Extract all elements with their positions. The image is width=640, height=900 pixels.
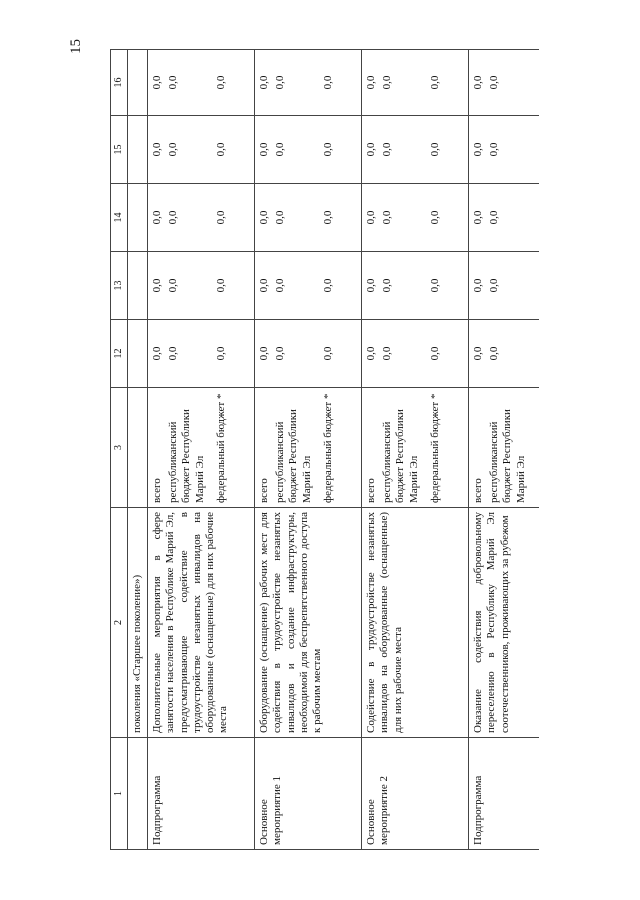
value: 0,0: [215, 75, 228, 90]
value: 0,0: [472, 278, 485, 293]
col-header: 13: [111, 252, 128, 320]
value: 0,0: [258, 142, 271, 157]
value: 0,0: [258, 210, 271, 225]
table-body: [148, 50, 540, 850]
value: 0,0: [258, 75, 271, 90]
row-type: Основное мероприятие 2: [362, 738, 469, 850]
funding-source: федеральный бюджет *: [322, 393, 335, 503]
value: 0,0: [488, 75, 501, 90]
value-cell: [255, 116, 362, 184]
value-cell: [255, 320, 362, 388]
col-header: 2: [111, 508, 128, 738]
row-type: Основное мероприятие 1: [255, 738, 362, 850]
value: 0,0: [322, 278, 335, 293]
col-header: 16: [111, 50, 128, 116]
value: 0,0: [365, 142, 378, 157]
funding-source: федеральный бюджет *: [429, 393, 442, 503]
funding-sources: [362, 388, 469, 508]
value: 0,0: [381, 346, 394, 361]
value-cell: [148, 252, 255, 320]
value: 0,0: [488, 142, 501, 157]
value-cell: [255, 252, 362, 320]
value: 0,0: [322, 75, 335, 90]
funding-source: всего: [472, 478, 485, 503]
continuation-text: поколения «Старшее поколение»): [128, 508, 148, 738]
row-type: Подпрограмма: [469, 738, 540, 850]
value-cell: [469, 252, 540, 320]
table-row: [362, 50, 469, 850]
value: 0,0: [365, 75, 378, 90]
value: 0,0: [472, 142, 485, 157]
row-type: Подпрограмма: [148, 738, 255, 850]
table-row: [255, 50, 362, 850]
funding-sources: [148, 388, 255, 508]
value-cell: [469, 320, 540, 388]
value: 0,0: [258, 346, 271, 361]
value: 0,0: [429, 278, 442, 293]
value: 0,0: [151, 346, 164, 361]
value: 0,0: [429, 210, 442, 225]
value: 0,0: [274, 210, 287, 225]
value: 0,0: [215, 346, 228, 361]
value: 0,0: [167, 142, 180, 157]
value: 0,0: [429, 346, 442, 361]
funding-source: всего: [151, 478, 164, 503]
funding-source: всего: [365, 478, 378, 503]
value: 0,0: [167, 346, 180, 361]
value: 0,0: [429, 142, 442, 157]
value-cell: [148, 320, 255, 388]
funding-source: республиканский бюджет Республики Марий Эл: [488, 409, 527, 503]
value-cell: [362, 116, 469, 184]
value: 0,0: [488, 346, 501, 361]
value: 0,0: [151, 210, 164, 225]
value: 0,0: [215, 278, 228, 293]
value-cell: [255, 184, 362, 252]
page-number: 15: [68, 39, 84, 54]
value: 0,0: [167, 75, 180, 90]
value: 0,0: [322, 210, 335, 225]
value-cell: [148, 50, 255, 116]
value-cell: [148, 184, 255, 252]
funding-source: республиканский бюджет Республики Марий Эл: [167, 409, 206, 503]
value: 0,0: [472, 210, 485, 225]
value-cell: [469, 184, 540, 252]
col-header: 3: [111, 388, 128, 508]
value: 0,0: [274, 142, 287, 157]
value-cell: [255, 50, 362, 116]
col-header: 15: [111, 116, 128, 184]
value: 0,0: [167, 210, 180, 225]
value: 0,0: [151, 278, 164, 293]
value-cell: [362, 320, 469, 388]
value: 0,0: [215, 142, 228, 157]
rotated-page: [110, 50, 590, 850]
value-cell: [469, 50, 540, 116]
value: 0,0: [429, 75, 442, 90]
value: 0,0: [381, 278, 394, 293]
funding-source: республиканский бюджет Республики Марий Эл: [274, 409, 313, 503]
row-description: Оказание содействия добровольному переселению в Республику Марий Эл соотечественников, проживающих за рубежом: [469, 508, 540, 738]
value-cell: [362, 50, 469, 116]
header-row: [111, 50, 128, 850]
value: 0,0: [322, 142, 335, 157]
value: 0,0: [167, 278, 180, 293]
value: 0,0: [365, 346, 378, 361]
value: 0,0: [258, 278, 271, 293]
value: 0,0: [381, 75, 394, 90]
funding-source: республиканский бюджет Республики Марий Эл: [381, 409, 420, 503]
col-header: 1: [111, 738, 128, 850]
value: 0,0: [274, 75, 287, 90]
row-description: Оборудование (оснащение) рабочих мест для содействия в трудоустройстве незанятых инвалидов и создание инфраструктуры, необходимой для беспрепятственного доступа к рабочим местам: [255, 508, 362, 738]
value-cell: [148, 116, 255, 184]
value: 0,0: [274, 278, 287, 293]
table-row: [148, 50, 255, 850]
budget-table: [110, 49, 539, 850]
col-header: 12: [111, 320, 128, 388]
row-description: Дополнительные мероприятия в сфере занятости населения в Республике Марий Эл, предусматривающие содействие в трудоустройстве незанятых инвалидов на оборудованные (оснащенные) для них рабочие места: [148, 508, 255, 738]
value: 0,0: [381, 142, 394, 157]
value: 0,0: [488, 278, 501, 293]
col-header: 14: [111, 184, 128, 252]
value-cell: [362, 184, 469, 252]
funding-source: федеральный бюджет *: [215, 393, 228, 503]
funding-sources: [255, 388, 362, 508]
value: 0,0: [322, 346, 335, 361]
continuation-row: [128, 50, 148, 850]
value: 0,0: [488, 210, 501, 225]
value: 0,0: [274, 346, 287, 361]
value-cell: [469, 116, 540, 184]
value: 0,0: [472, 75, 485, 90]
value: 0,0: [381, 210, 394, 225]
value: 0,0: [472, 346, 485, 361]
row-description: Содействие в трудоустройстве незанятых инвалидов на оборудованные (оснащенные) для них рабочие места: [362, 508, 469, 738]
value: 0,0: [215, 210, 228, 225]
value: 0,0: [151, 142, 164, 157]
value: 0,0: [365, 210, 378, 225]
value-cell: [362, 252, 469, 320]
funding-source: всего: [258, 478, 271, 503]
table-row: [469, 50, 540, 850]
value: 0,0: [365, 278, 378, 293]
funding-sources: [469, 388, 540, 508]
value: 0,0: [151, 75, 164, 90]
